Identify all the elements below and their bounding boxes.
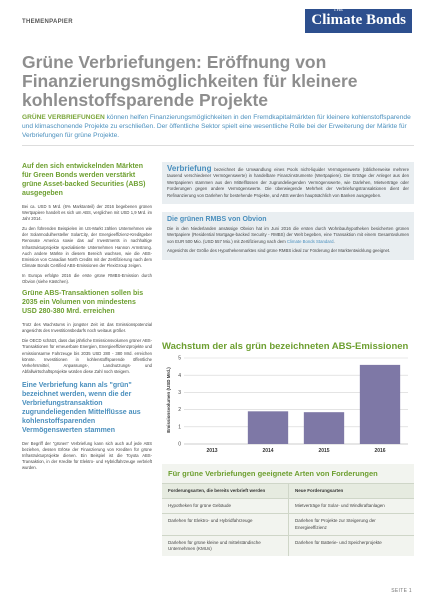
table-cell: Hypotheken für grüne Gebäude: [168, 503, 232, 509]
chart-bars: [248, 365, 400, 444]
bar-2015: [304, 412, 344, 444]
obvion-heading: Die grünen RMBS von Obvion: [167, 216, 267, 224]
table-cell: Darlehen für grüne kleine und mittelständische Unternehmen (KMUs): [168, 539, 261, 552]
left-column: [22, 162, 152, 475]
left-heading-2: Grüne ABS-Transaktionen sollen bis 2035 ein Volumen von mindestens USD 280-380 Mrd. erreichen: [22, 290, 144, 316]
logo-the: THE: [333, 8, 344, 13]
y-tick-label: 1: [178, 424, 181, 431]
y-tick-label: 5: [178, 355, 181, 362]
table-row: [162, 536, 414, 556]
intro-paragraph: [22, 113, 414, 140]
x-tick-label: 2013: [206, 448, 218, 454]
climate-bonds-standard-link[interactable]: Climate Bonds Standard: [286, 238, 334, 244]
document-type-label: THEMENPAPIER: [22, 19, 73, 25]
logo-text: Climate Bonds: [311, 12, 406, 28]
left-paragraph-6: Der Begriff der "grünen" Verbriefung kann sich auch auf jede ABS beziehen, dessen Erlöse der Finanzierung von Krediten für grüne Infrastrukturprojekte dienen. Ein Beispiel ist die Toyota ABS-Transaktion, in der Kredite für Elektro- und Hybridfahrzeuge verbrieft wurden.: [22, 440, 152, 471]
table-header-row: [162, 484, 414, 499]
left-paragraph-3: In Europa erfolgte 2016 die erste grüne RMBS-Emission durch Obvion (siehe Kästchen).: [22, 272, 152, 285]
divider: [22, 145, 414, 146]
x-tick-label: 2014: [262, 448, 274, 454]
obvion-paragraph-1: [167, 226, 409, 245]
table-cell: Darlehen für Elektro- und Hybridfahrzeuge: [168, 518, 253, 524]
y-axis-label: Emissionsvolumen (USD Mrd.): [166, 367, 171, 433]
y-tick-label: 4: [178, 372, 181, 379]
chart-title: Wachstum der als grün bezeichneten ABS-Emissionen: [162, 341, 409, 352]
left-paragraph-1: Bei ca. USD 5 Mrd. (6% Marktanteil) der 2016 begebenen grünen Wertpapiere handelt es sich um ABS, verglichen mit USD 1,9 Mrd. im Jahr 2014.: [22, 204, 152, 222]
header: [0, 0, 434, 40]
climate-bonds-logo: [305, 9, 412, 33]
y-tick-label: 2: [178, 407, 181, 414]
left-heading-3: Eine Verbriefung kann als "grün" bezeichnet werden, wenn die der Verbriefungstransaktion zugrundeliegenden Mittelflüsse aus kohlenstoffsparenden Vermögenswerten stammen: [22, 381, 141, 434]
table-header-existing: Forderungsarten, die bereits verbrieft werden: [162, 484, 288, 498]
left-heading-1: Auf den sich entwickelnden Märkten für Green Bonds werden verstärkt grüne Asset-backed Securities (ABS) ausgegeben: [22, 163, 146, 197]
bar-2016: [360, 365, 400, 444]
securitisation-definition-box: [162, 162, 414, 204]
left-paragraph-4: Trotz des Wachstums in jüngster Zeit ist das Emissionspotenzial angesichts des Investitionsbedarfs noch weitaus größer.: [22, 322, 152, 334]
obvion-text-b: .: [333, 238, 335, 244]
left-paragraph-5: Die OECD schätzt, dass das jährliche Emissionsvolumen grüner ABS-Transaktionen für erneuerbare Energien, Energieeffizienzprojekte und emissionsarme Fahrzeuge bis 2035 USD 280 - 380 Mrd. erreichen könnte. Investitionen in kohlenstoffsparende öffentliche Verkehrsmittel, Anpassungs-, Landnutzungs- und Abfallwirtschaftsprojekte würden diese Zahl noch steigern.: [22, 338, 152, 374]
abs-issuance-bar-chart: [162, 352, 414, 460]
y-tick-label: 3: [178, 390, 181, 396]
left-paragraph-2: Zu den führenden Beispielen im US-Markt zählen Unternehmen wie der Solarmodulhersteller SolarCity, der Energieeffizienz-Kreditgeber Renovate America sowie das auf Investments in nachhaltige Infrastrukturprojekte spezialisierte Unternehmen Hannon Armstrong. Auch andere Märkte in diesem Bereich wachsen, wie die ABS-Emission von Canadian North Credits mit der Zertifizierung nach dem Climate Bonds Certified ABS-Emissionen der FlexiGroup zeigen.: [22, 226, 152, 268]
definition-body: bezeichnet die Umwandlung eines Pools nicht-liquider Vermögenswerte (üblicherweise mehrere tausend verschiedener Vermögenswerte) in handelbare Finanzinstrumente (Wertpapiere). Die Erträge der Anleger aus den Wertpapieren stammen aus den Mittelflüssen der zugrundeliegenden Vermögenswerte, wie Darlehen, Mietverträge oder Forderungen gegen andere Vermögenswerte. Die überwiegende Mehrheit der Verbriefungstransaktionen dient der Refinanzierung von Darlehen für bestehende Projekte, und ABS werden hauptsächlich von Banken ausgegeben.: [167, 167, 409, 198]
intro-keyword: GRÜNE VERBRIEFUNGEN: [22, 114, 105, 121]
x-tick-label: 2015: [318, 448, 330, 454]
obvion-paragraph-2: Angesichts der Größe des Hypothekenmarktes sind grüne RMBS ideal zur Förderung der Marktentwicklung geeignet.: [167, 248, 391, 254]
x-tick-label: 2016: [374, 448, 386, 454]
page-number: SEITE 1: [391, 588, 412, 594]
table-cell: Mietverträge für Solar- und Windkraftanlagen: [288, 499, 414, 513]
page-title: Grüne Verbriefungen: Eröffnung von Finanzierungsmöglichkeiten für kleinere kohlenstoffsparende Projekte: [22, 52, 358, 110]
table-cell: Darlehen für Batterie- und Speicherprojekte: [288, 536, 414, 556]
table-cell: Darlehen für Projekte zur Steigerung der Energieeffizienz: [288, 514, 414, 534]
right-column: [162, 162, 414, 260]
table-row: [162, 499, 414, 514]
table-header-new: Neue Forderungsarten: [288, 484, 414, 498]
receivables-table: [162, 464, 414, 556]
obvion-text-a: Die in den Niederlanden ansässige Obvion hat im Juni 2016 die ersten durch Wohnbauhypotheken besicherten grünen Wertpapiere (Residential Mortgage-backed Security - RMBS) der Welt begeben, eine Transaktion mit einem Gesamtvolumen von EUR 500 Mio. (USD 557 Mio.) mit Zertifizierung nach dem: [167, 226, 409, 244]
y-tick-label: 0: [178, 441, 181, 448]
definition-text: [167, 166, 409, 199]
definition-lead: Verbriefung: [167, 164, 212, 173]
obvion-box: [162, 212, 414, 260]
table-row: [162, 514, 414, 535]
intro-text: können helfen Finanzierungsmöglichkeiten in den Fremdkapitalmärkten für kleinere kohlenstoffsparende und klimaschonende Projekte zu erschließen. Der öffentliche Sektor spielt eine wesentliche Rolle bei der Erweiterung der Märkte für Verbriefungen für grüne Projekte.: [22, 114, 411, 139]
table-title: Für grüne Verbriefungen geeignete Arten von Forderungen: [162, 464, 414, 484]
bar-2014: [248, 411, 288, 444]
